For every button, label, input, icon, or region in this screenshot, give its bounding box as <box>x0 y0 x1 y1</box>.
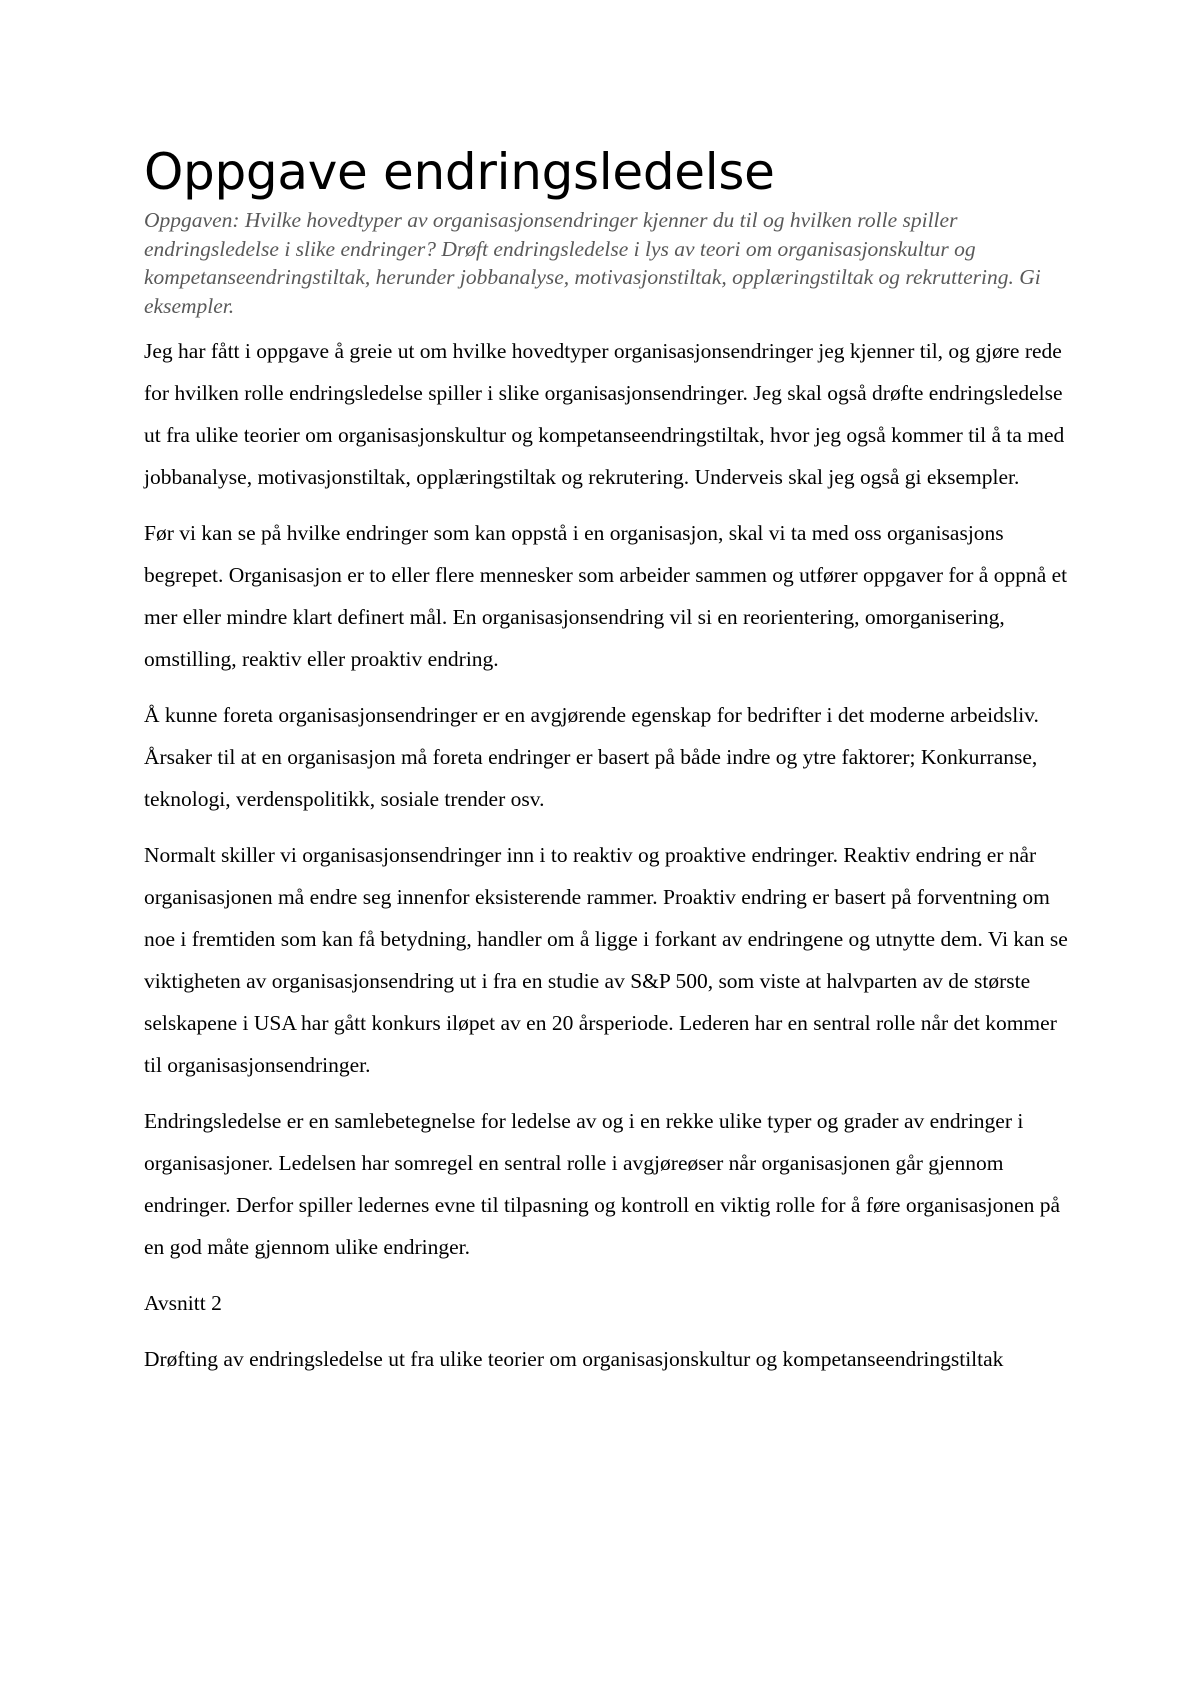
paragraph-reactive-proactive: Normalt skiller vi organisasjonsendringer inn i to reaktiv og proaktive endringer. Reaktiv endring er når organisasjonen må endre seg innenfor eksisterende rammer. Proaktiv endring er basert på forventning om noe i fremtiden som kan få betydning, handler om å ligge i forkant av endringene og utnytte dem. Vi kan se viktigheten av organisasjonsendring ut i fra en studie av S&P 500, som viste at halvparten av de største selskapene i USA har gått konkurs iløpet av en 20 årsperiode. Lederen har en sentral rolle når det kommer til organisasjonsendringer. <box>144 843 1068 1077</box>
paragraph-change-reasons: Å kunne foreta organisasjonsendringer er en avgjørende egenskap for bedrifter i det moderne arbeidsliv. Årsaker til at en organisasjon må foreta endringer er basert på både indre og ytre faktorer; Konkurranse, teknologi, verdenspolitikk, sosiale trender osv. <box>144 703 1039 811</box>
paragraph-change-management: Endringsledelse er en samlebetegnelse for ledelse av og i en rekke ulike typer og grader av endringer i organisasjoner. Ledelsen har somregel en sentral rolle i avgjøreøser når organisasjonen går gjennom endringer. Derfor spiller ledernes evne til tilpasning og kontroll en viktig rolle for å føre organisasjonen på en god måte gjennom ulike endringer. <box>144 1109 1061 1259</box>
paragraph-organisation-definition: Før vi kan se på hvilke endringer som kan oppstå i en organisasjon, skal vi ta med oss organisasjons begrepet. Organisasjon er to eller flere mennesker som arbeider sammen og utfører oppgaver for å oppnå et mer eller mindre klart definert mål. En organisasjonsendring vil si en reorientering, omorganisering, omstilling, reaktiv eller proaktiv endring. <box>144 521 1068 671</box>
document-page <box>144 140 1069 1394</box>
paragraph-introduction: Jeg har fått i oppgave å greie ut om hvilke hovedtyper organisasjonsendringer jeg kjenner til, og gjøre rede for hvilken rolle endringsledelse spiller i slike organisasjonsendringer. Jeg skal også drøfte endringsledelse ut fra ulike teorier om organisasjonskultur og kompetanseendringstiltak, hvor jeg også kommer til å ta med jobbanalyse, motivasjonstiltak, opplæringstiltak og rekrutering. Underveis skal jeg også gi eksempler. <box>144 339 1065 489</box>
document-body <box>144 330 1069 1380</box>
document-title: Oppgave endringsledelse <box>144 143 775 201</box>
paragraph-section-2-intro: Drøfting av endringsledelse ut fra ulike teorier om organisasjonskultur og kompetanseendringstiltak <box>144 1347 1004 1371</box>
section-heading: Avsnitt 2 <box>144 1291 222 1315</box>
document-subtitle: Oppgaven: Hvilke hovedtyper av organisasjonsendringer kjenner du til og hvilken rolle spiller endringsledelse i slike endringer? Drøft endringsledelse i lys av teori om organisasjonskultur og kompetanseendringstiltak, herunder jobbanalyse, motivasjonstiltak, opplæringstiltak og rekruttering. Gi eksempler. <box>144 208 1041 318</box>
